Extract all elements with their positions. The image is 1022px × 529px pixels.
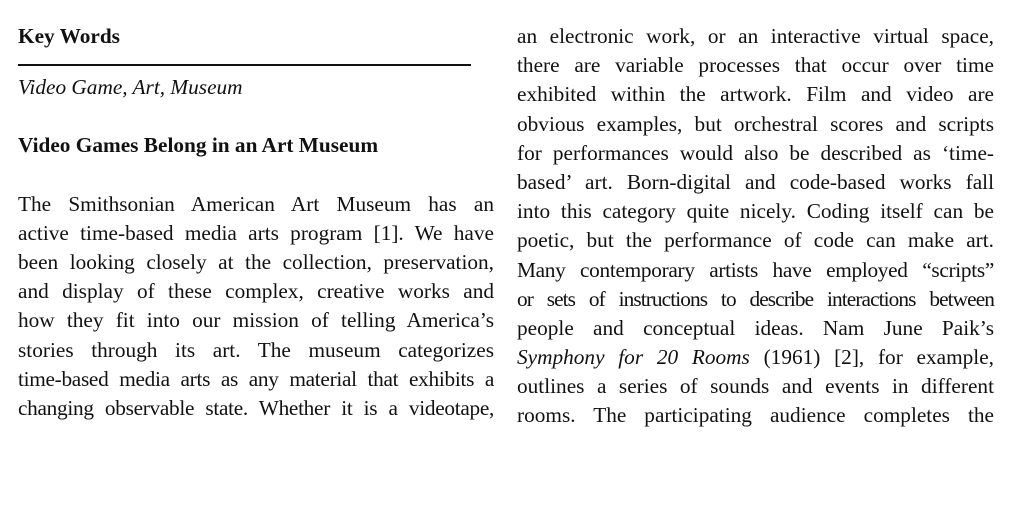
keywords-divider bbox=[18, 64, 471, 66]
text-line: for performances would also be described as ‘time- bbox=[517, 140, 994, 165]
section-title: Video Games Belong in an Art Museum bbox=[18, 133, 379, 158]
text-line: or sets of instructions to describe interactions between bbox=[517, 286, 994, 311]
text-line bbox=[517, 343, 994, 372]
text-line: people and conceptual ideas. Nam June Paik’s bbox=[517, 315, 994, 340]
keywords-heading: Key Words bbox=[18, 24, 120, 48]
text-fragment: (1961) [2], for example, bbox=[749, 345, 994, 370]
work-title: Symphony for 20 Rooms bbox=[517, 345, 750, 370]
text-line: obvious examples, but orchestral scores and scripts bbox=[517, 111, 994, 136]
left-column bbox=[18, 22, 494, 423]
body-paragraph-right bbox=[517, 22, 994, 431]
body-paragraph-left bbox=[18, 190, 494, 424]
text-line: active time-based media arts program [1]. We have bbox=[18, 220, 494, 245]
text-line: stories through its art. The museum categorizes bbox=[18, 337, 494, 362]
keywords-list: Video Game, Art, Museum bbox=[18, 75, 243, 100]
text-line: there are variable processes that occur over time bbox=[517, 53, 994, 78]
text-line: poetic, but the performance of code can make art. bbox=[517, 228, 994, 253]
text-line: how they fit into our mission of telling America’s bbox=[18, 308, 494, 333]
text-line: time-based media arts as any material that exhibits a bbox=[18, 366, 494, 391]
text-line: outlines a series of sounds and events in different bbox=[517, 374, 994, 399]
text-line: exhibited within the artwork. Film and video are bbox=[517, 82, 994, 107]
text-line: based’ art. Born-digital and code-based works fall bbox=[517, 169, 994, 194]
text-line: been looking closely at the collection, preservation, bbox=[18, 249, 494, 274]
text-line: an electronic work, or an interactive virtual space, bbox=[517, 24, 994, 48]
right-column bbox=[517, 22, 994, 431]
text-line: and display of these complex, creative works and bbox=[18, 279, 494, 304]
text-line: changing observable state. Whether it is a videotape, bbox=[18, 395, 494, 420]
text-line: Many contemporary artists have employed “scripts” bbox=[517, 257, 994, 282]
text-line: into this category quite nicely. Coding itself can be bbox=[517, 199, 994, 224]
text-line: rooms. The participating audience completes the bbox=[517, 403, 994, 428]
text-line: The Smithsonian American Art Museum has an bbox=[18, 191, 494, 216]
